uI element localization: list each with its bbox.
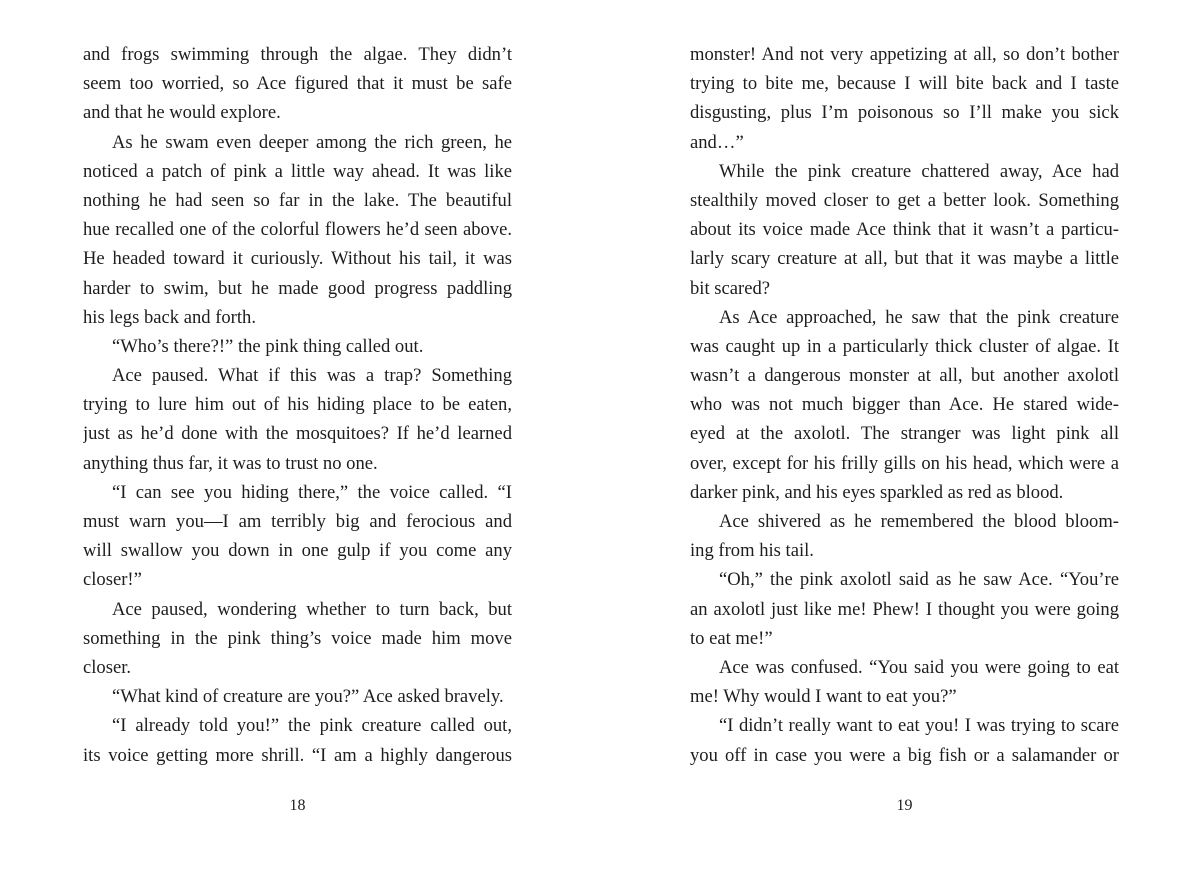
text-line: who was not much bigger than Ace. He stared wide- <box>690 394 1119 416</box>
text-line: He headed toward it curiously. Without his tail, it was <box>83 248 512 270</box>
page-number-left: 18 <box>289 797 306 814</box>
text-line: its voice getting more shrill. “I am a highly dangerous <box>83 744 512 766</box>
text-line: Ace was confused. “You said you were going to eat <box>719 656 1119 678</box>
text-line: bit scared? <box>690 277 771 299</box>
text-line: about its voice made Ace think that it wasn’t a particu- <box>690 219 1119 241</box>
page-number-right: 19 <box>896 797 913 814</box>
text-line: larly scary creature at all, but that it was maybe a little <box>690 248 1119 270</box>
text-line: “What kind of creature are you?” Ace asked bravely. <box>112 686 504 708</box>
text-line: “I already told you!” the pink creature called out, <box>112 715 512 737</box>
text-line: and…” <box>690 131 744 153</box>
text-line: Ace paused, wondering whether to turn back, but <box>112 598 512 620</box>
text-line: “I didn’t really want to eat you! I was trying to scare <box>719 715 1119 737</box>
text-line: noticed a patch of pink a little way ahead. It was like <box>83 160 512 182</box>
text-line: over, except for his frilly gills on his head, which were a <box>690 452 1119 474</box>
text-line: nothing he had seen so far in the lake. The beautiful <box>83 189 512 211</box>
text-line: an axolotl just like me! Phew! I thought you were going <box>690 598 1119 620</box>
text-line: Ace shivered as he remembered the blood bloom- <box>719 511 1119 532</box>
text-line: hue recalled one of the colorful flowers he’d seen above. <box>83 219 512 241</box>
text-line: “Oh,” the pink axolotl said as he saw Ace. “You’re <box>719 569 1119 591</box>
text-line: disgusting, plus I’m poisonous so I’ll make you sick <box>690 102 1119 124</box>
text-line: trying to lure him out of his hiding place to be eaten, <box>83 394 512 416</box>
text-line: closer. <box>83 656 132 678</box>
text-line: monster! And not very appetizing at all, so don’t bother <box>690 44 1119 65</box>
text-line: As Ace approached, he saw that the pink creature <box>719 306 1119 328</box>
text-line: and frogs swimming through the algae. They didn’t <box>83 44 512 65</box>
text-line: seem too worried, so Ace figured that it must be safe <box>83 73 512 95</box>
right-page-text <box>690 40 1119 770</box>
text-line: and that he would explore. <box>83 102 281 124</box>
text-line: wasn’t a dangerous monster at all, but another axolotl <box>690 365 1119 387</box>
text-line: was caught up in a particularly thick cluster of algae. It <box>690 335 1119 357</box>
text-line: something in the pink thing’s voice made him move <box>83 627 512 649</box>
text-line: While the pink creature chattered away, Ace had <box>719 160 1119 182</box>
text-line: me! Why would I want to eat you?” <box>690 686 957 708</box>
text-line: you off in case you were a big fish or a salamander or <box>690 744 1119 766</box>
text-line: “Who’s there?!” the pink thing called out. <box>112 335 424 357</box>
text-line: ing from his tail. <box>690 540 814 562</box>
left-page-text <box>83 40 512 770</box>
text-line: harder to swim, but he made good progress paddling <box>83 277 512 299</box>
text-line: must warn you—I am terribly big and ferocious and <box>83 511 512 532</box>
text-line: eyed at the axolotl. The stranger was light pink all <box>690 423 1119 445</box>
text-line: Ace paused. What if this was a trap? Something <box>112 365 512 387</box>
text-line: anything thus far, it was to trust no one. <box>83 452 378 474</box>
text-line: “I can see you hiding there,” the voice called. “I <box>112 481 512 503</box>
text-line: to eat me!” <box>690 627 773 649</box>
text-line: stealthily moved closer to get a better look. Something <box>690 189 1119 211</box>
text-line: As he swam even deeper among the rich green, he <box>112 131 512 153</box>
text-line: trying to bite me, because I will bite back and I taste <box>690 73 1119 95</box>
text-line: his legs back and forth. <box>83 306 256 328</box>
text-line: will swallow you down in one gulp if you come any <box>83 540 512 562</box>
text-line: closer!” <box>83 569 142 591</box>
text-line: just as he’d done with the mosquitoes? If he’d learned <box>83 423 512 445</box>
text-line: darker pink, and his eyes sparkled as red as blood. <box>690 481 1064 503</box>
